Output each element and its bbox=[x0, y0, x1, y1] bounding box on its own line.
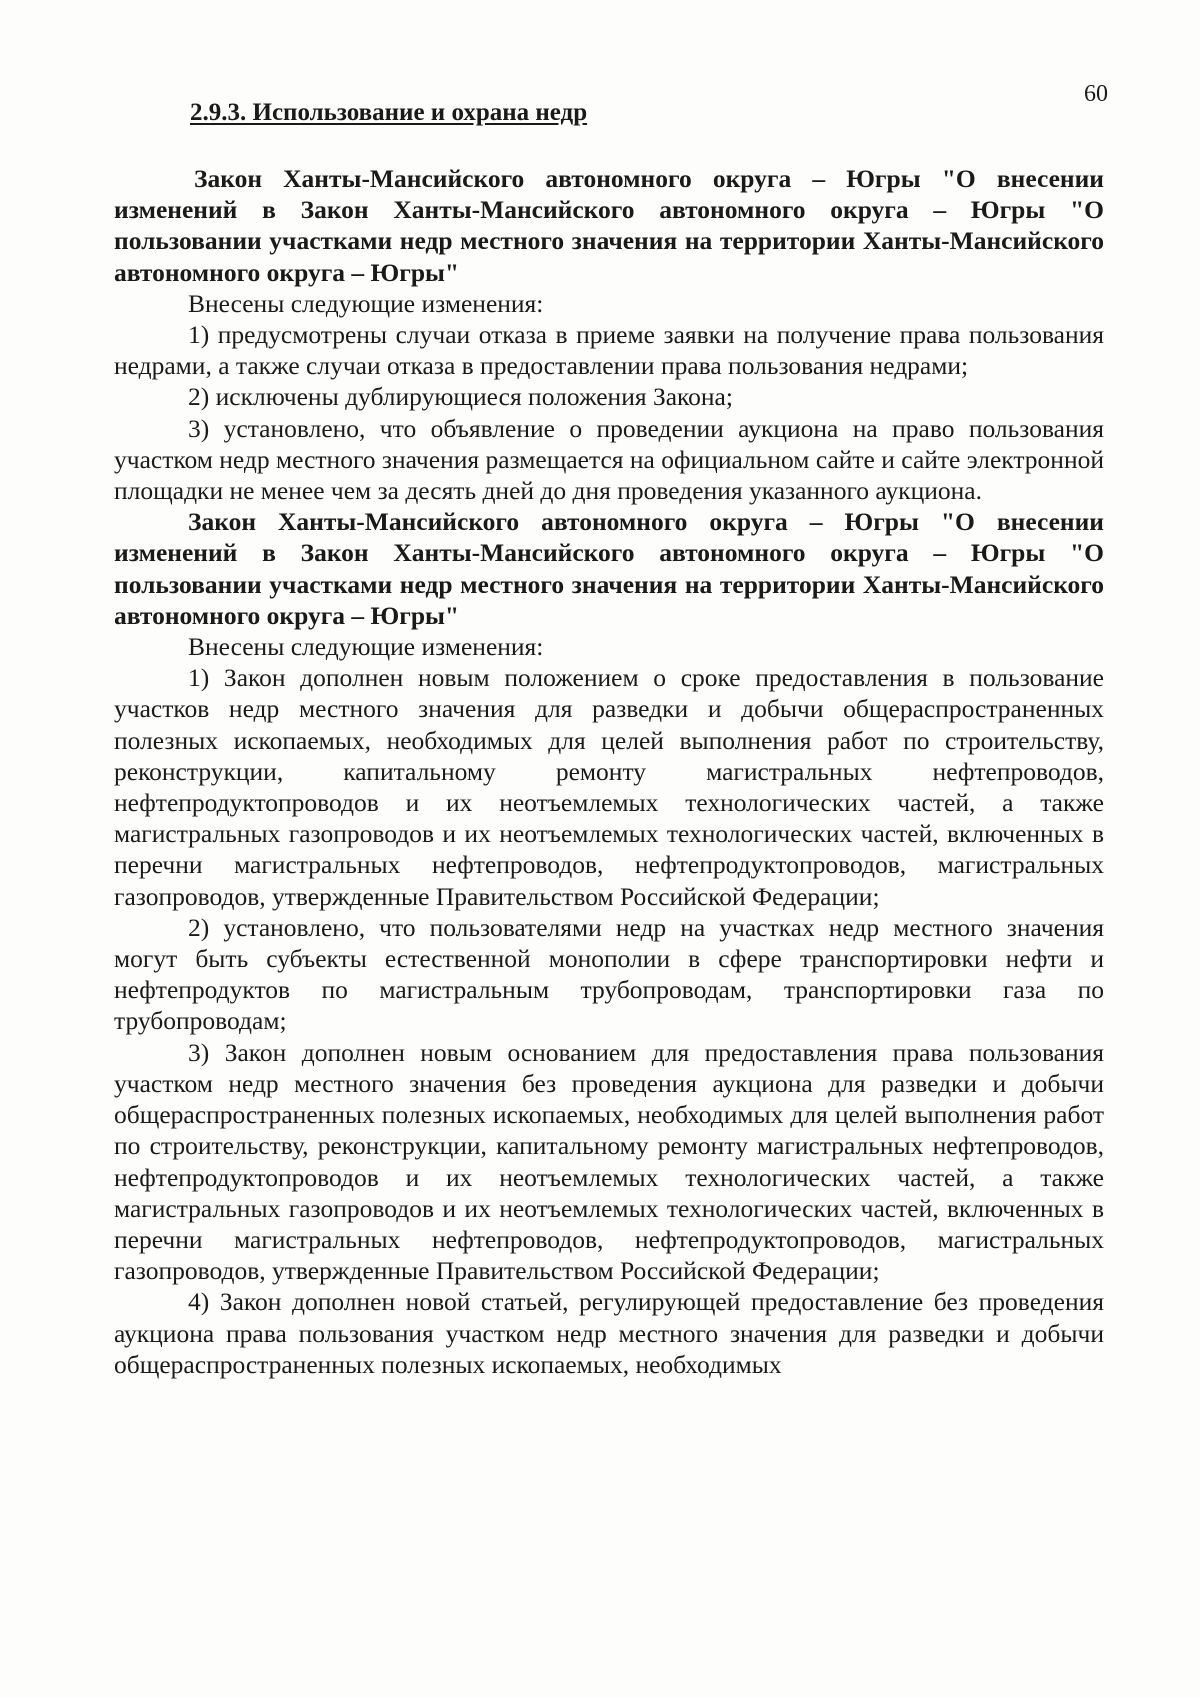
list-item: 4) Закон дополнен новой статьей, регулирующей предоставление без проведения аукциона права пользования участком недр местного значения для разведки и добычи общераспространенных полезных ископаемых, необходимых bbox=[114, 1287, 1104, 1379]
law-title: Закон Ханты-Мансийского автономного округа – Югры "О внесении изменений в Закон Ханты-Мансийского автономного округа – Югры "О пользовании участками недр местного значения на территории Ханты-Мансийского автономного округа – Югры" bbox=[114, 507, 1104, 630]
paragraph: Внесены следующие изменения: bbox=[188, 288, 544, 318]
list-item: 3) установлено, что объявление о проведении аукциона на право пользования участком недр местного значения размещается на официальном сайте и сайте электронной площадки не менее чем за десять дней до дня проведения указанного аукциона. bbox=[114, 413, 1104, 506]
page-number: 60 bbox=[1084, 81, 1108, 107]
law-title: Закон Ханты-Мансийского автономного округа – Югры "О внесении изменений в Закон Ханты-Мансийского автономного округа – Югры "О пользовании участками недр местного значения на территории Ханты-Мансийского автономного округа – Югры" bbox=[114, 164, 1104, 287]
paragraph: Внесены следующие изменения: bbox=[188, 632, 544, 662]
document-body bbox=[114, 163, 1104, 1380]
list-item: 3) Закон дополнен новым основанием для предоставления права пользования участком недр местного значения без проведения аукциона для разведки и добычи общераспространенных полезных ископаемых, необходимых для целей выполнения работ по строительству, реконструкции, капитальному ремонту магистральных нефтепроводов, нефтепродуктопроводов и их неотъемлемых технологических частей, а также магистральных газопроводов и их неотъемлемых технологических частей, включенных в перечни магистральных нефтепроводов, нефтепродуктопроводов, магистральных газопроводов, утвержденные Правительством Российской Федерации; bbox=[114, 1037, 1104, 1286]
list-item: 2) исключены дублирующиеся положения Закона; bbox=[188, 382, 733, 412]
section-heading: 2.9.3. Использование и охрана недр bbox=[190, 99, 588, 126]
list-item: 1) предусмотрены случаи отказа в приеме заявки на получение права пользования недрами, а также случаи отказа в предоставлении права пользования недрами; bbox=[114, 320, 1104, 381]
list-item: 1) Закон дополнен новым положением о сроке предоставления в пользование участков недр местного значения для разведки и добычи общераспространенных полезных ископаемых, необходимых для целей выполнения работ по строительству, реконструкции, капитальному ремонту магистральных нефтепроводов, нефтепродуктопроводов и их неотъемлемых технологических частей, а также магистральных газопроводов и их неотъемлемых технологических частей, включенных в перечни магистральных нефтепроводов, нефтепродуктопроводов, магистральных газопроводов, утвержденные Правительством Российской Федерации; bbox=[114, 663, 1104, 911]
list-item: 2) установлено, что пользователями недр на участках недр местного значения могут быть субъекты естественной монополии в сфере транспортировки нефти и нефтепродуктов по магистральным трубопроводам, транспортировки газа по трубопроводам; bbox=[114, 912, 1104, 1036]
